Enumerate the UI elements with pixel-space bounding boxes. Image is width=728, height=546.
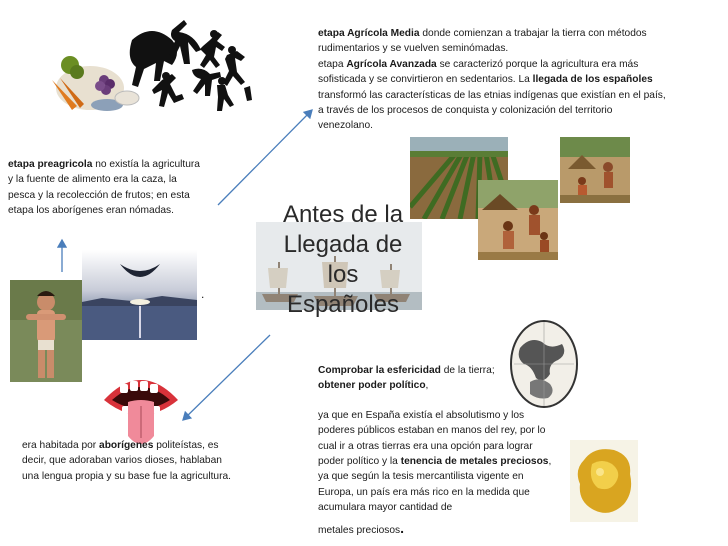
esfericidad-desc: de la tierra; — [440, 365, 495, 376]
metales-preciosos: metales preciosos — [318, 524, 401, 536]
agricola-media-desc: donde comienzan a trabajar la tierra con métodos rudimentarios y se vuelven seminómadas. — [318, 28, 647, 55]
agricola-media-term: etapa Agrícola Media — [318, 28, 420, 39]
agricola-avanzada-term: Agrícola Avanzada — [346, 58, 437, 70]
title-line-3: los — [327, 261, 359, 288]
arrow-up-right — [218, 110, 312, 205]
agricola-avanzada-desc: se caracterizó porque la agricultura era más sofisticada y se convirtieron en sedentarios. La — [318, 58, 639, 86]
preagricola-desc: no existía la agricultura y la fuente de alimento era la caza, la pesca y la recolección de frutos; en esta etapa los aborígenes eran nómadas. — [8, 159, 200, 217]
arrow-down-left — [183, 335, 270, 420]
agricola-avanzada-pre: etapa — [318, 58, 347, 70]
preagricola-term: etapa preagricola — [8, 159, 93, 170]
llegada-term: llegada de los españoles — [532, 74, 653, 86]
metales-term: tenencia de metales preciosos — [400, 456, 549, 468]
aborigenes-term: aborígenes — [99, 440, 154, 451]
esfericidad-term: Comprobar la esfericidad — [318, 365, 441, 376]
title-line-4: Españoles — [286, 291, 400, 318]
mercantilista-desc: , ya que según la tesis mercantilista vigente en Europa, un país era más rico en la medida que acumulara mayor cantidad de — [318, 456, 552, 514]
aborigenes-pre: era habitada por — [22, 440, 100, 451]
aborigenes-desc: politeístas, es decir, que adoraban varios dioses, hablaban una lengua propia y su base fue la agricultura. — [22, 440, 231, 482]
absolutismo-desc: ya que en España existía el absolutismo y los poderes públicos estaban en manos del rey, por lo cual ir a otras tierras era una opción para lograr poder político y la — [318, 409, 546, 468]
title-line-2: Llegada de — [283, 231, 403, 258]
final-period: . — [400, 519, 404, 536]
poder-term: obtener poder político — [318, 380, 426, 392]
llegada-desc: transformó las características de las etnias indígenas que existían en el país, a través de los procesos de conquista y colonización del territorio venezolano. — [318, 89, 666, 132]
stray-dot: . — [201, 287, 205, 301]
title-line-1: Antes de la — [282, 201, 404, 228]
main-title — [268, 200, 418, 320]
poder-punct: , — [425, 380, 429, 392]
